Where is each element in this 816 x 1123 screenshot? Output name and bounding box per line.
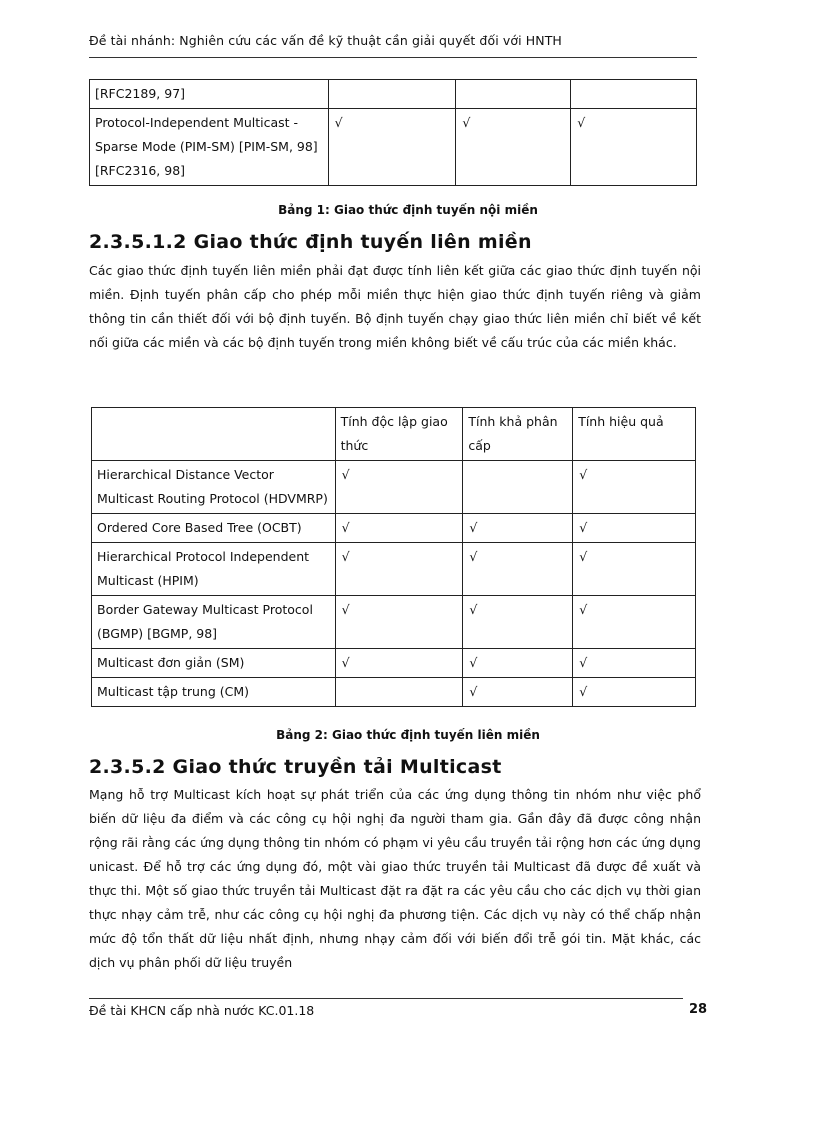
table-row bbox=[92, 543, 696, 596]
protocol-name-cell: Ordered Core Based Tree (OCBT) bbox=[92, 514, 336, 543]
protocol-name-cell: Hierarchical Distance Vector Multicast Routing Protocol (HDVMRP) bbox=[92, 461, 336, 514]
page-number: 28 bbox=[689, 1002, 708, 1017]
protocol-name-cell: Border Gateway Multicast Protocol (BGMP) [BGMP, 98] bbox=[92, 596, 336, 649]
table-row bbox=[90, 109, 697, 186]
check-cell bbox=[335, 678, 463, 707]
check-cell: √ bbox=[335, 649, 463, 678]
table1-caption: Bảng 1: Giao thức định tuyến nội miền bbox=[278, 203, 538, 217]
section-paragraph-multicast-transport: Mạng hỗ trợ Multicast kích hoạt sự phát triển của các ứng dụng thông tin nhóm như việc phổ biến dữ liệu đa điểm và các công cụ hội nghị đa người tham gia. Gần đây đã được công nhận rộng rãi rằng các ứng dụng thông tin nhóm có phạm vi yêu cầu truyền tải rộng hơn các ứng dụng unicast. Để hỗ trợ các ứng dụng đó, một vài giao thức truyền tải Multicast đã được đề xuất và thực thi. Một số giao thức truyền tải Multicast đặt ra đặt ra các yêu cầu cho các dịch vụ thời gian thực nhạy cảm trễ, như các công cụ hội nghị đa phương tiện. Các dịch vụ này có thể chấp nhận mức độ tổn thất dữ liệu nhất định, nhưng nhạy cảm đối với biến đổi trễ gói tin. Mặt khác, các dịch vụ phân phối dữ liệu truyền bbox=[89, 787, 701, 970]
check-cell: √ bbox=[335, 596, 463, 649]
check-cell: √ bbox=[456, 109, 571, 186]
table2-caption: Bảng 2: Giao thức định tuyến liên miền bbox=[276, 728, 540, 742]
table-row bbox=[92, 596, 696, 649]
check-cell: √ bbox=[328, 109, 456, 186]
check-cell bbox=[463, 461, 573, 514]
page-header: Đề tài nhánh: Nghiên cứu các vấn đề kỹ thuật cần giải quyết đối với HNTH bbox=[89, 33, 562, 48]
check-cell: √ bbox=[573, 649, 696, 678]
check-cell: √ bbox=[463, 514, 573, 543]
check-cell: √ bbox=[335, 514, 463, 543]
footer-divider bbox=[89, 998, 683, 999]
intradomain-protocol-table bbox=[89, 79, 697, 186]
section-paragraph-interdomain: Các giao thức định tuyến liên miền phải đạt được tính liên kết giữa các giao thức định tuyến nội miền. Định tuyến phân cấp cho phép mỗi miền thực hiện giao thức định tuyến riêng và giảm thông tin cần thiết đối với bộ định tuyến. Bộ định tuyến chạy giao thức liên miền chỉ biết về kết nối giữa các miền và các bộ định tuyến trong miền không biết về cấu trúc của các miền khác. bbox=[89, 263, 701, 350]
header-divider bbox=[89, 57, 697, 58]
table-row bbox=[90, 80, 697, 109]
check-cell: √ bbox=[335, 461, 463, 514]
section-heading-interdomain: 2.3.5.1.2 Giao thức định tuyến liên miền bbox=[89, 231, 532, 253]
table-row bbox=[92, 649, 696, 678]
check-cell: √ bbox=[573, 596, 696, 649]
header-cell-independence: Tính độc lập giao thức bbox=[335, 408, 463, 461]
interdomain-protocol-table bbox=[91, 407, 696, 707]
check-cell: √ bbox=[463, 596, 573, 649]
check-cell: √ bbox=[335, 543, 463, 596]
protocol-name-cell: Multicast đơn giản (SM) bbox=[92, 649, 336, 678]
table-row bbox=[92, 514, 696, 543]
section-heading-multicast-transport: 2.3.5.2 Giao thức truyền tải Multicast bbox=[89, 756, 502, 778]
check-cell bbox=[571, 80, 697, 109]
check-cell: √ bbox=[463, 649, 573, 678]
header-cell-efficiency: Tính hiệu quả bbox=[573, 408, 696, 461]
table-row bbox=[92, 461, 696, 514]
check-cell: √ bbox=[463, 678, 573, 707]
check-cell bbox=[456, 80, 571, 109]
table-header-row bbox=[92, 408, 696, 461]
header-cell-hierarchy: Tính khả phân cấp bbox=[463, 408, 573, 461]
footer-project: Đề tài KHCN cấp nhà nước KC.01.18 bbox=[89, 1003, 315, 1018]
check-cell bbox=[328, 80, 456, 109]
check-cell: √ bbox=[573, 461, 696, 514]
protocol-name-cell: Multicast tập trung (CM) bbox=[92, 678, 336, 707]
protocol-name-cell: Hierarchical Protocol Independent Multicast (HPIM) bbox=[92, 543, 336, 596]
check-cell: √ bbox=[463, 543, 573, 596]
table-row bbox=[92, 678, 696, 707]
protocol-name-cell: [RFC2189, 97] bbox=[90, 80, 329, 109]
header-cell-empty bbox=[92, 408, 336, 461]
check-cell: √ bbox=[573, 514, 696, 543]
protocol-name-cell: Protocol-Independent Multicast - Sparse Mode (PIM-SM) [PIM-SM, 98] [RFC2316, 98] bbox=[90, 109, 329, 186]
check-cell: √ bbox=[573, 543, 696, 596]
check-cell: √ bbox=[571, 109, 697, 186]
check-cell: √ bbox=[573, 678, 696, 707]
